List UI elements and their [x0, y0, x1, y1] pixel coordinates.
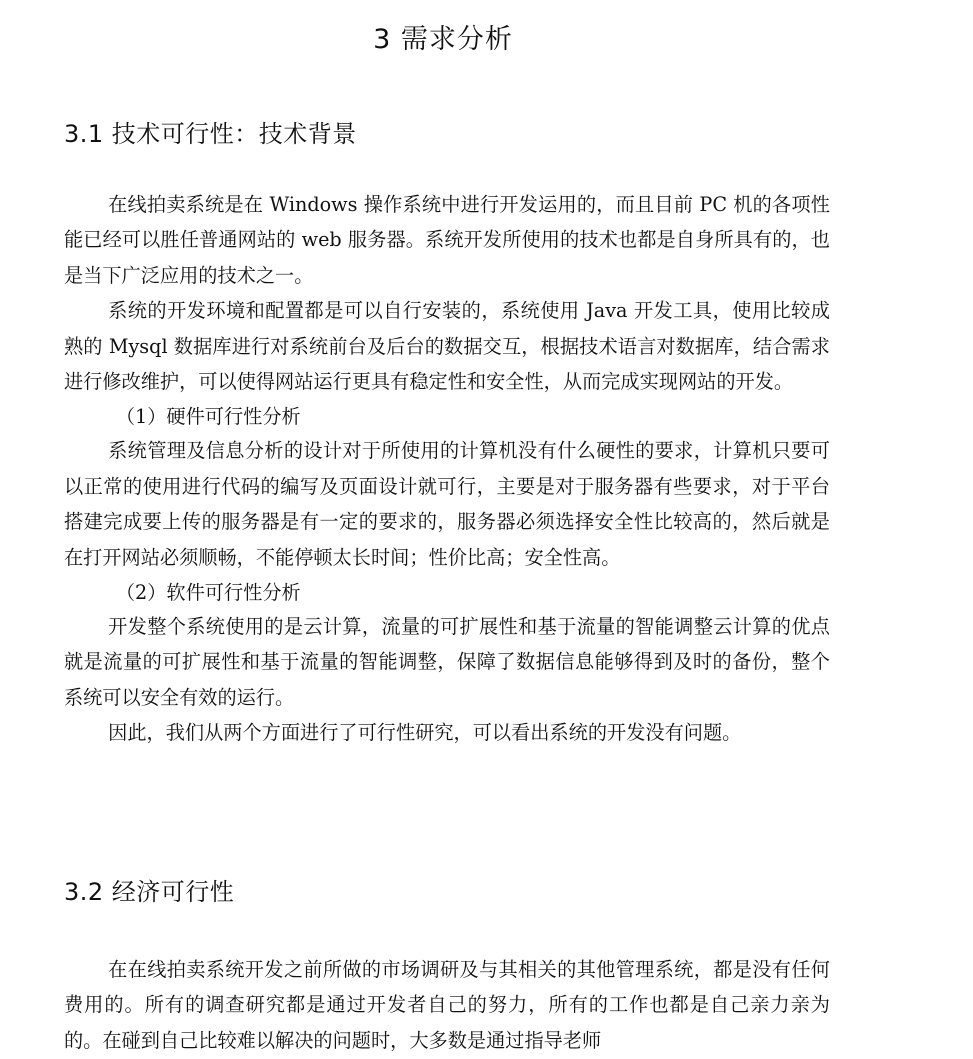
- paragraph-economic-feasibility: 在在线拍卖系统开发之前所做的市场调研及与其相关的其他管理系统，都是没有任何费用的。所有的调查研究都是通过开发者自己的努力，所有的工作也都是自己亲力亲为的。在碰到自己比较难以解决的问题时，大多数是通过指导老师: [64, 958, 830, 1052]
- paragraph-hardware-feasibility: 系统管理及信息分析的设计对于所使用的计算机没有什么硬性的要求，计算机只要可以正常的使用进行代码的编写及页面设计就可行，主要是对于服务器有些要求，对于平台搭建完成要上传的服务器是有一定的要求的，服务器必须选择安全性比较高的，然后就是在打开网站必须顺畅，不能停顿太长时间；性价比高；安全性高。: [64, 439, 830, 569]
- section-title-3-1: 3.1 技术可行性：技术背景: [64, 120, 357, 148]
- subheading-hardware-feasibility: （1）硬件可行性分析: [115, 405, 301, 429]
- section-3-1-body: [64, 187, 830, 751]
- paragraph-conclusion: 因此，我们从两个方面进行了可行性研究，可以看出系统的开发没有问题。: [108, 721, 742, 745]
- paragraph-development-environment: 系统的开发环境和配置都是可以自行安装的，系统使用 Java 开发工具，使用比较成熟的 Mysql 数据库进行对系统前台及后台的数据交互，根据技术语言对数据库，结合需求进行修改维护，可以使得网站运行更具有稳定性和安全性，从而完成实现网站的开发。: [64, 299, 830, 394]
- section-3-2-body: [64, 952, 830, 1058]
- paragraph-technical-background: 在线拍卖系统是在 Windows 操作系统中进行开发运用的，而且目前 PC 机的各项性能已经可以胜任普通网站的 web 服务器。系统开发所使用的技术也都是自身所具有的，也是当下广泛应用的技术之一。: [64, 193, 830, 287]
- paragraph-software-feasibility: 开发整个系统使用的是云计算，流量的可扩展性和基于流量的智能调整云计算的优点就是流量的可扩展性和基于流量的智能调整，保障了数据信息能够得到及时的备份，整个系统可以安全有效的运行。: [64, 615, 830, 709]
- chapter-title: 3 需求分析: [373, 24, 513, 55]
- subheading-software-feasibility: （2）软件可行性分析: [115, 581, 301, 605]
- section-title-3-2: 3.2 经济可行性: [64, 878, 235, 906]
